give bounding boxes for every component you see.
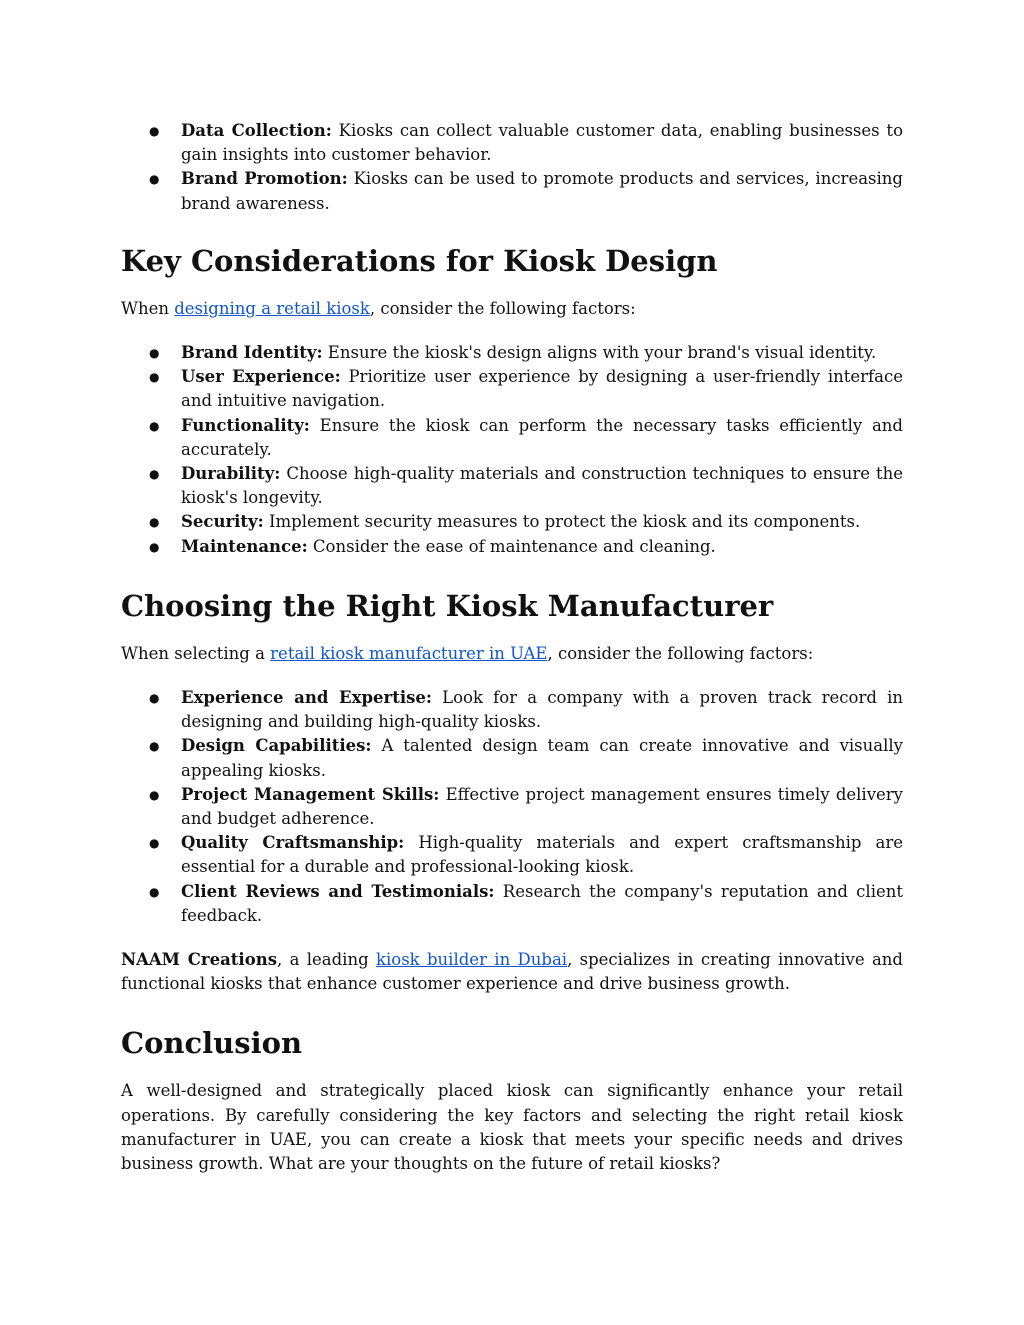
- list-item: [121, 167, 903, 215]
- intro-text: When: [121, 298, 175, 318]
- list-item-term: Experience and Expertise:: [181, 688, 432, 708]
- designing-retail-kiosk-link[interactable]: designing a retail kiosk: [174, 298, 370, 318]
- list-item-term: Durability:: [181, 464, 281, 484]
- choosing-manufacturer-intro: [121, 642, 903, 666]
- intro-text: , consider the following factors:: [369, 298, 636, 318]
- list-item-desc: Research the company's reputation and client feedback.: [181, 881, 904, 925]
- list-item-term: Client Reviews and Testimonials:: [181, 881, 495, 901]
- list-item-desc: Ensure the kiosk can perform the necessary tasks efficiently and accurately.: [181, 415, 903, 459]
- list-item-term: Data Collection:: [181, 121, 332, 140]
- list-item-term: Brand Promotion:: [181, 169, 348, 189]
- list-item-term: Functionality:: [181, 415, 310, 435]
- list-item: [121, 414, 903, 462]
- list-item-term: Design Capabilities:: [181, 736, 372, 756]
- document-page: [121, 119, 903, 1176]
- manufacturer-factors-list: [121, 686, 903, 928]
- list-item: [121, 341, 903, 365]
- intro-text: , consider the following factors:: [547, 643, 814, 663]
- company-name: NAAM Creations: [121, 950, 277, 970]
- list-item-term: Maintenance:: [181, 536, 308, 556]
- list-item: [121, 510, 903, 534]
- key-considerations-intro: [121, 297, 903, 321]
- naam-creations-paragraph: [121, 948, 903, 996]
- list-item: [121, 365, 903, 413]
- list-item: [121, 880, 903, 928]
- list-item-desc: Prioritize user experience by designing a user-friendly interface and intuitive navigation.: [181, 367, 904, 411]
- paragraph-text: , a leading: [276, 950, 376, 970]
- list-item-desc: Consider the ease of maintenance and cleaning.: [307, 536, 716, 556]
- list-item-desc: A talented design team can create innovative and visually appealing kiosks.: [181, 736, 903, 780]
- choosing-manufacturer-heading: Choosing the Right Kiosk Manufacturer: [121, 588, 774, 623]
- key-considerations-list: [121, 341, 903, 559]
- list-item-desc: High-quality materials and expert craftsmanship are essential for a durable and professional-looking kiosk.: [181, 833, 904, 877]
- list-item: [121, 831, 903, 879]
- list-item-desc: Choose high-quality materials and construction techniques to ensure the kiosk's longevity.: [181, 464, 903, 508]
- conclusion-heading: Conclusion: [121, 1026, 303, 1061]
- paragraph-text: , specializes in creating innovative and functional kiosks that enhance customer experience and drive business growth.: [121, 950, 903, 994]
- list-item-desc: Kiosks can be used to promote products and services, increasing brand awareness.: [181, 169, 903, 213]
- list-item: [121, 535, 903, 559]
- list-item-desc: Effective project management ensures timely delivery and budget adherence.: [181, 784, 904, 829]
- retail-kiosk-manufacturer-link[interactable]: retail kiosk manufacturer in UAE: [270, 643, 548, 663]
- list-item-term: Brand Identity:: [181, 343, 323, 363]
- list-item-desc: Kiosks can collect valuable customer data, enabling businesses to gain insights into customer behavior.: [181, 121, 903, 165]
- kiosk-builder-dubai-link[interactable]: kiosk builder in Dubai: [375, 950, 568, 970]
- list-item: [121, 462, 903, 510]
- list-item-desc: Look for a company with a proven track record in designing and building high-quality kiosks.: [181, 688, 903, 732]
- list-item: [121, 734, 903, 782]
- conclusion-paragraph: A well-designed and strategically placed kiosk can significantly enhance your retail operations. By carefully considering the key factors and selecting the right retail kiosk manufacturer in UAE, you can create a kiosk that meets your specific needs and drives business growth. What are your thoughts on the future of retail kiosks?: [121, 1081, 903, 1174]
- list-item-term: Quality Craftsmanship:: [181, 833, 405, 853]
- list-item-term: User Experience:: [181, 367, 341, 387]
- key-considerations-heading: Key Considerations for Kiosk Design: [121, 243, 718, 278]
- list-item: [121, 119, 903, 167]
- list-item: [121, 783, 903, 831]
- intro-text: When selecting a: [121, 643, 271, 663]
- intro-bullet-list: [121, 119, 903, 216]
- list-item-term: Project Management Skills:: [181, 784, 440, 804]
- list-item: [121, 686, 903, 734]
- list-item-desc: Ensure the kiosk's design aligns with your brand's visual identity.: [322, 343, 877, 363]
- list-item-term: Security:: [181, 512, 264, 532]
- list-item-desc: Implement security measures to protect the kiosk and its components.: [263, 512, 861, 532]
